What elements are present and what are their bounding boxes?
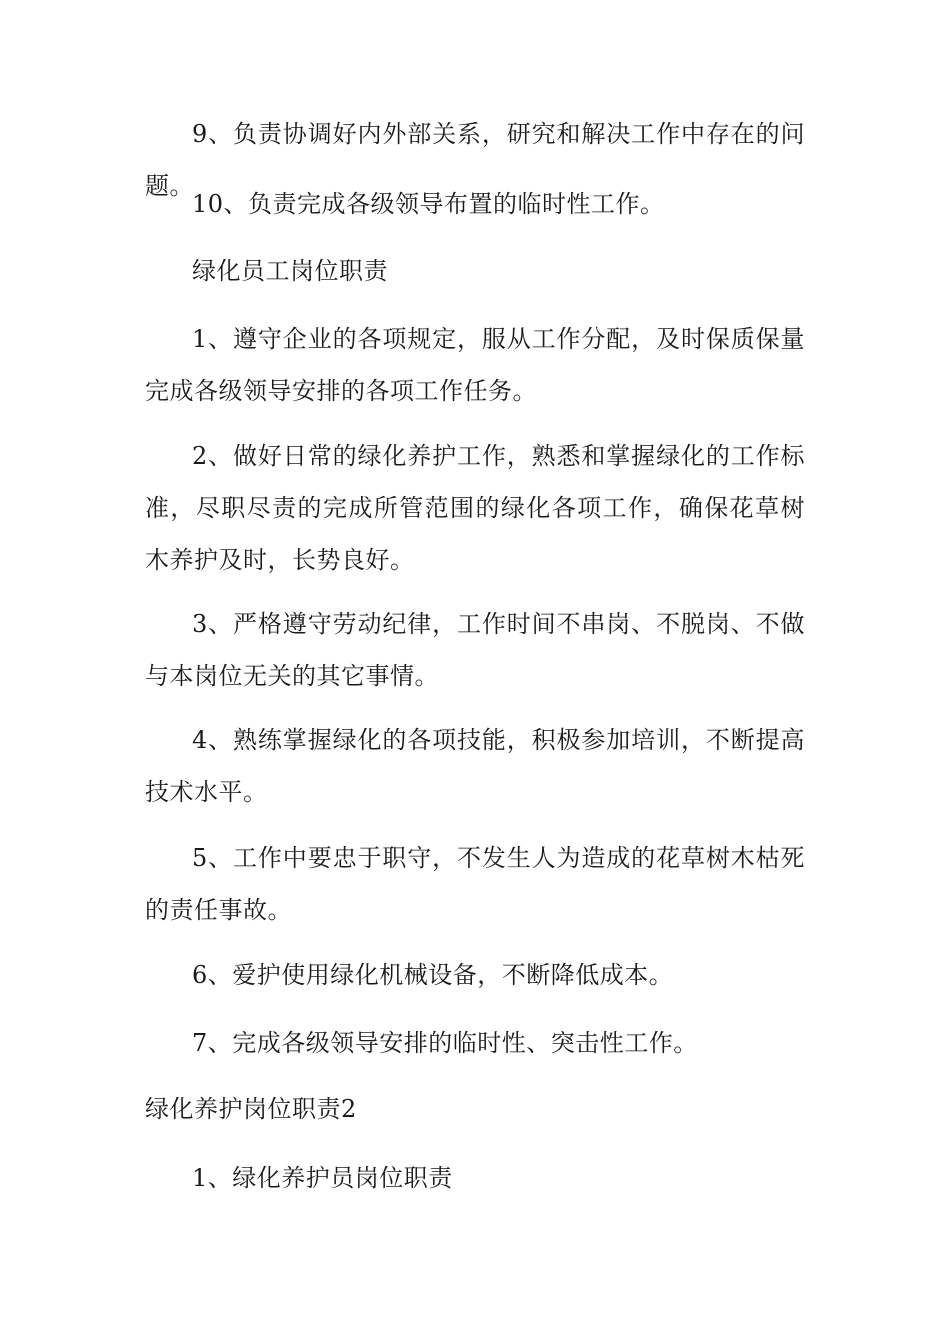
section-heading: 绿化养护岗位职责2 xyxy=(145,1095,357,1123)
paragraph-item-4: 4、熟练掌握绿化的各项技能，积极参加培训，不断提高技术水平。 xyxy=(145,726,805,806)
paragraph-item-6: 6、爱护使用绿化机械设备，不断降低成本。 xyxy=(192,961,674,989)
paragraph-item-5: 5、工作中要忠于职守，不发生人为造成的花草树木枯死的责任事故。 xyxy=(145,844,805,924)
section-first-item: 1、绿化养护员岗位职责 xyxy=(192,1164,453,1192)
paragraph-item-10: 10、负责完成各级领导布置的临时性工作。 xyxy=(192,190,665,218)
paragraph-item-3: 3、严格遵守劳动纪律，工作时间不串岗、不脱岗、不做与本岗位无关的其它事情。 xyxy=(145,610,805,690)
paragraph-item-2: 2、做好日常的绿化养护工作，熟悉和掌握绿化的工作标准，尽职尽责的完成所管范围的绿化各项工作，确保花草树木养护及时，长势良好。 xyxy=(145,442,805,574)
paragraph-item-7: 7、完成各级领导安排的临时性、突击性工作。 xyxy=(192,1029,698,1057)
paragraph-item-1: 1、遵守企业的各项规定，服从工作分配，及时保质保量完成各级领导安排的各项工作任务。 xyxy=(145,325,805,405)
subsection-title: 绿化员工岗位职责 xyxy=(192,257,388,285)
paragraph-item-9: 9、负责协调好内外部关系，研究和解决工作中存在的问题。 xyxy=(145,120,805,200)
